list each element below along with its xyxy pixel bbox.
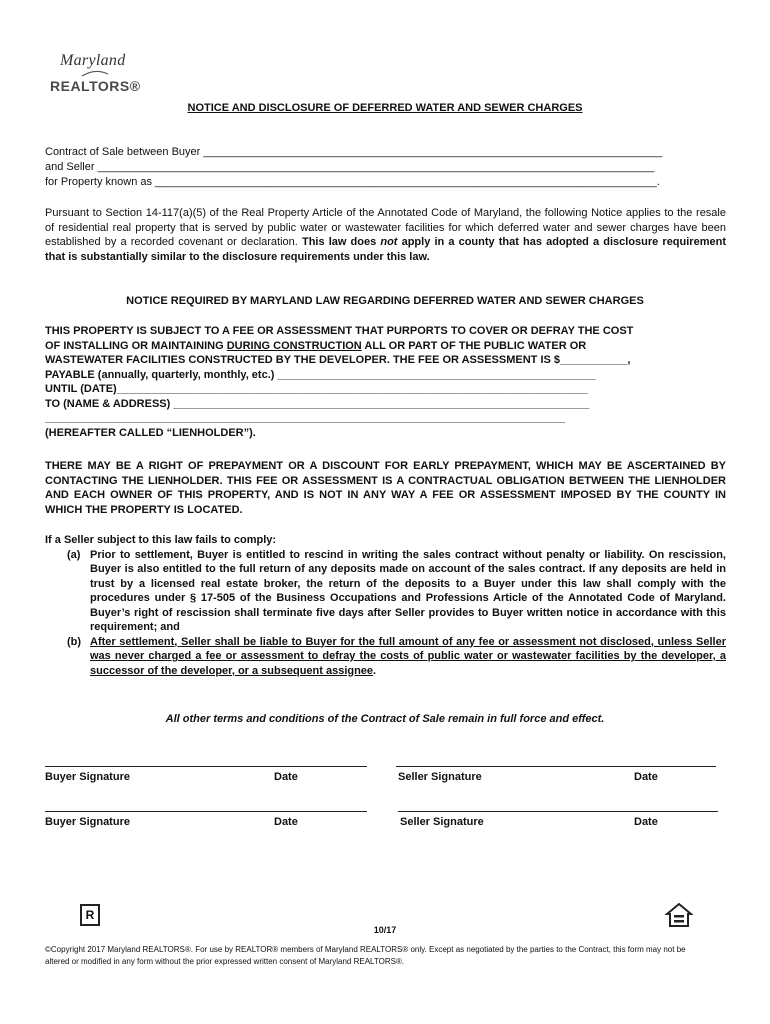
fee-amount-line[interactable]: WASTEWATER FACILITIES CONSTRUCTED BY THE DEVELOPER. THE FEE OR ASSESSMENT IS $___________, bbox=[45, 354, 631, 366]
failure-intro: If a Seller subject to this law fails to comply: bbox=[45, 534, 277, 546]
failure-item-b-text: After settlement, Seller shall be liable to Buyer for the full amount of any fee or assessment not disclosed, unless Seller was never charged a fee or assessment to defray the costs of public water or wastewater facilities by the developer, a successor of the developer, or a subsequent assignee bbox=[90, 635, 726, 677]
buyer-signature-line-2[interactable] bbox=[45, 811, 367, 812]
intro-bold-b: apply in a county that has adopted a disclosure requirement that is substantially similar to the disclosure requirements under this law. bbox=[45, 236, 726, 263]
copyright-line-1: ©Copyright 2017 Maryland REALTORS®. For use by REALTOR® members of Maryland REALTORS® only. Except as negotiated by the parties to the Contract, this form may not be bbox=[45, 945, 686, 954]
intro-bold-not: not bbox=[380, 236, 398, 248]
buyer-date-label-1: Date bbox=[274, 771, 298, 783]
failure-item-b-label: (b) bbox=[67, 635, 82, 648]
failure-item-a bbox=[45, 548, 726, 635]
terms-note: All other terms and conditions of the Contract of Sale remain in full force and effect. bbox=[165, 713, 605, 725]
notice-line-2u: DURING CONSTRUCTION bbox=[226, 339, 362, 352]
copyright-notice bbox=[45, 944, 726, 968]
realtor-r-icon bbox=[80, 904, 100, 926]
property-field-line[interactable]: for Property known as __________________________________________________________________________________. bbox=[45, 176, 660, 188]
name-address-line-2[interactable]: _____________________________________________________________________________________ bbox=[45, 412, 566, 424]
intro-paragraph bbox=[45, 206, 726, 264]
copyright-line-2: altered or modified in any form without the prior expressed written consent of Maryland REALTORS®. bbox=[45, 957, 405, 966]
logo-brand-text: REALTORS® bbox=[50, 78, 141, 94]
document-title: NOTICE AND DISCLOSURE OF DEFERRED WATER AND SEWER CHARGES bbox=[187, 102, 583, 114]
seller-signature-line-2[interactable] bbox=[398, 811, 718, 812]
buyer-date-label-2: Date bbox=[274, 816, 298, 828]
seller-signature-line-1[interactable] bbox=[396, 766, 716, 767]
buyer-signature-label-2: Buyer Signature bbox=[45, 816, 130, 828]
logo-script-text: Maryland bbox=[60, 52, 126, 69]
failure-section bbox=[45, 533, 726, 678]
lienholder-note: (HEREAFTER CALLED “LIENHOLDER”). bbox=[45, 426, 256, 439]
failure-item-b bbox=[45, 635, 726, 679]
seller-date-label-1: Date bbox=[634, 771, 658, 783]
intro-text: Pursuant to Section 14-117(a)(5) of the Real Property Article of the Annotated Code of Maryland, the following Notice applies to the resale of residential real property that is served by public water or wastewater facilities for which deferred water and sewer charges have been established by a recorded covenant or declaration. bbox=[45, 207, 726, 248]
failure-item-a-text: Prior to settlement, Buyer is entitled to rescind in writing the sales contract without penalty or liability. On rescission, Buyer is also entitled to the full return of any deposits made on account of the sales contract. If any deposits are held in trust by a licensed real estate broker, the return of the deposits to a Buyer under this law shall comply with the procedures under § 17-505 of the Business Occupations and Professions Article of the Annotated Code of Maryland. Buyer’s right of rescission shall terminate five days after Seller provides to Buyer written notice in accordance with this requirement; and bbox=[90, 548, 726, 633]
seller-signature-label-1: Seller Signature bbox=[398, 771, 482, 783]
notice-line-2a: OF INSTALLING OR MAINTAINING bbox=[45, 339, 227, 352]
form-code: 10/17 bbox=[373, 925, 397, 935]
seller-date-label-2: Date bbox=[634, 816, 658, 828]
intro-bold-a: This law does bbox=[301, 236, 381, 248]
payable-line[interactable]: PAYABLE (annually, quarterly, monthly, etc.) ____________________________________________________ bbox=[45, 368, 596, 381]
until-date-line[interactable]: UNTIL (DATE)_____________________________________________________________________________ bbox=[45, 383, 588, 395]
name-address-line[interactable]: TO (NAME & ADDRESS) ____________________________________________________________________ bbox=[45, 397, 590, 410]
notice-block bbox=[45, 324, 726, 440]
notice-line-2b: ALL OR PART OF THE PUBLIC WATER OR bbox=[361, 339, 587, 352]
seller-field-line[interactable]: and Seller ___________________________________________________________________________________________ bbox=[45, 161, 655, 173]
buyer-field-line[interactable]: Contract of Sale between Buyer ___________________________________________________________________________ bbox=[45, 146, 663, 158]
notice-line-1: THIS PROPERTY IS SUBJECT TO A FEE OR ASSESSMENT THAT PURPORTS TO COVER OR DEFRAY THE COST bbox=[45, 325, 634, 337]
failure-item-b-end: . bbox=[373, 664, 377, 677]
notice-line-2 bbox=[45, 339, 726, 354]
prepayment-paragraph: THERE MAY BE A RIGHT OF PREPAYMENT OR A DISCOUNT FOR EARLY PREPAYMENT, WHICH MAY BE ASCERTAINED BY CONTACTING THE LIENHOLDER. THIS FEE OR ASSESSMENT IS A CONTRACTUAL OBLIGATION BETWEEN THE LIENHOLDER AND EACH OWNER OF THIS PROPERTY, AND IS NOT IN ANY WAY A FEE OR ASSESSMENT IMPOSED BY THE COUNTY IN WHICH THE PROPERTY IS LOCATED. bbox=[45, 460, 726, 516]
failure-item-a-label: (a) bbox=[67, 548, 81, 561]
buyer-signature-label-1: Buyer Signature bbox=[45, 771, 130, 783]
failure-item-b-wrap bbox=[90, 635, 726, 679]
notice-heading: NOTICE REQUIRED BY MARYLAND LAW REGARDING DEFERRED WATER AND SEWER CHARGES bbox=[126, 295, 644, 307]
realtor-r-letter: R bbox=[85, 908, 95, 922]
seller-signature-label-2: Seller Signature bbox=[400, 816, 484, 828]
buyer-signature-line-1[interactable] bbox=[45, 766, 367, 767]
